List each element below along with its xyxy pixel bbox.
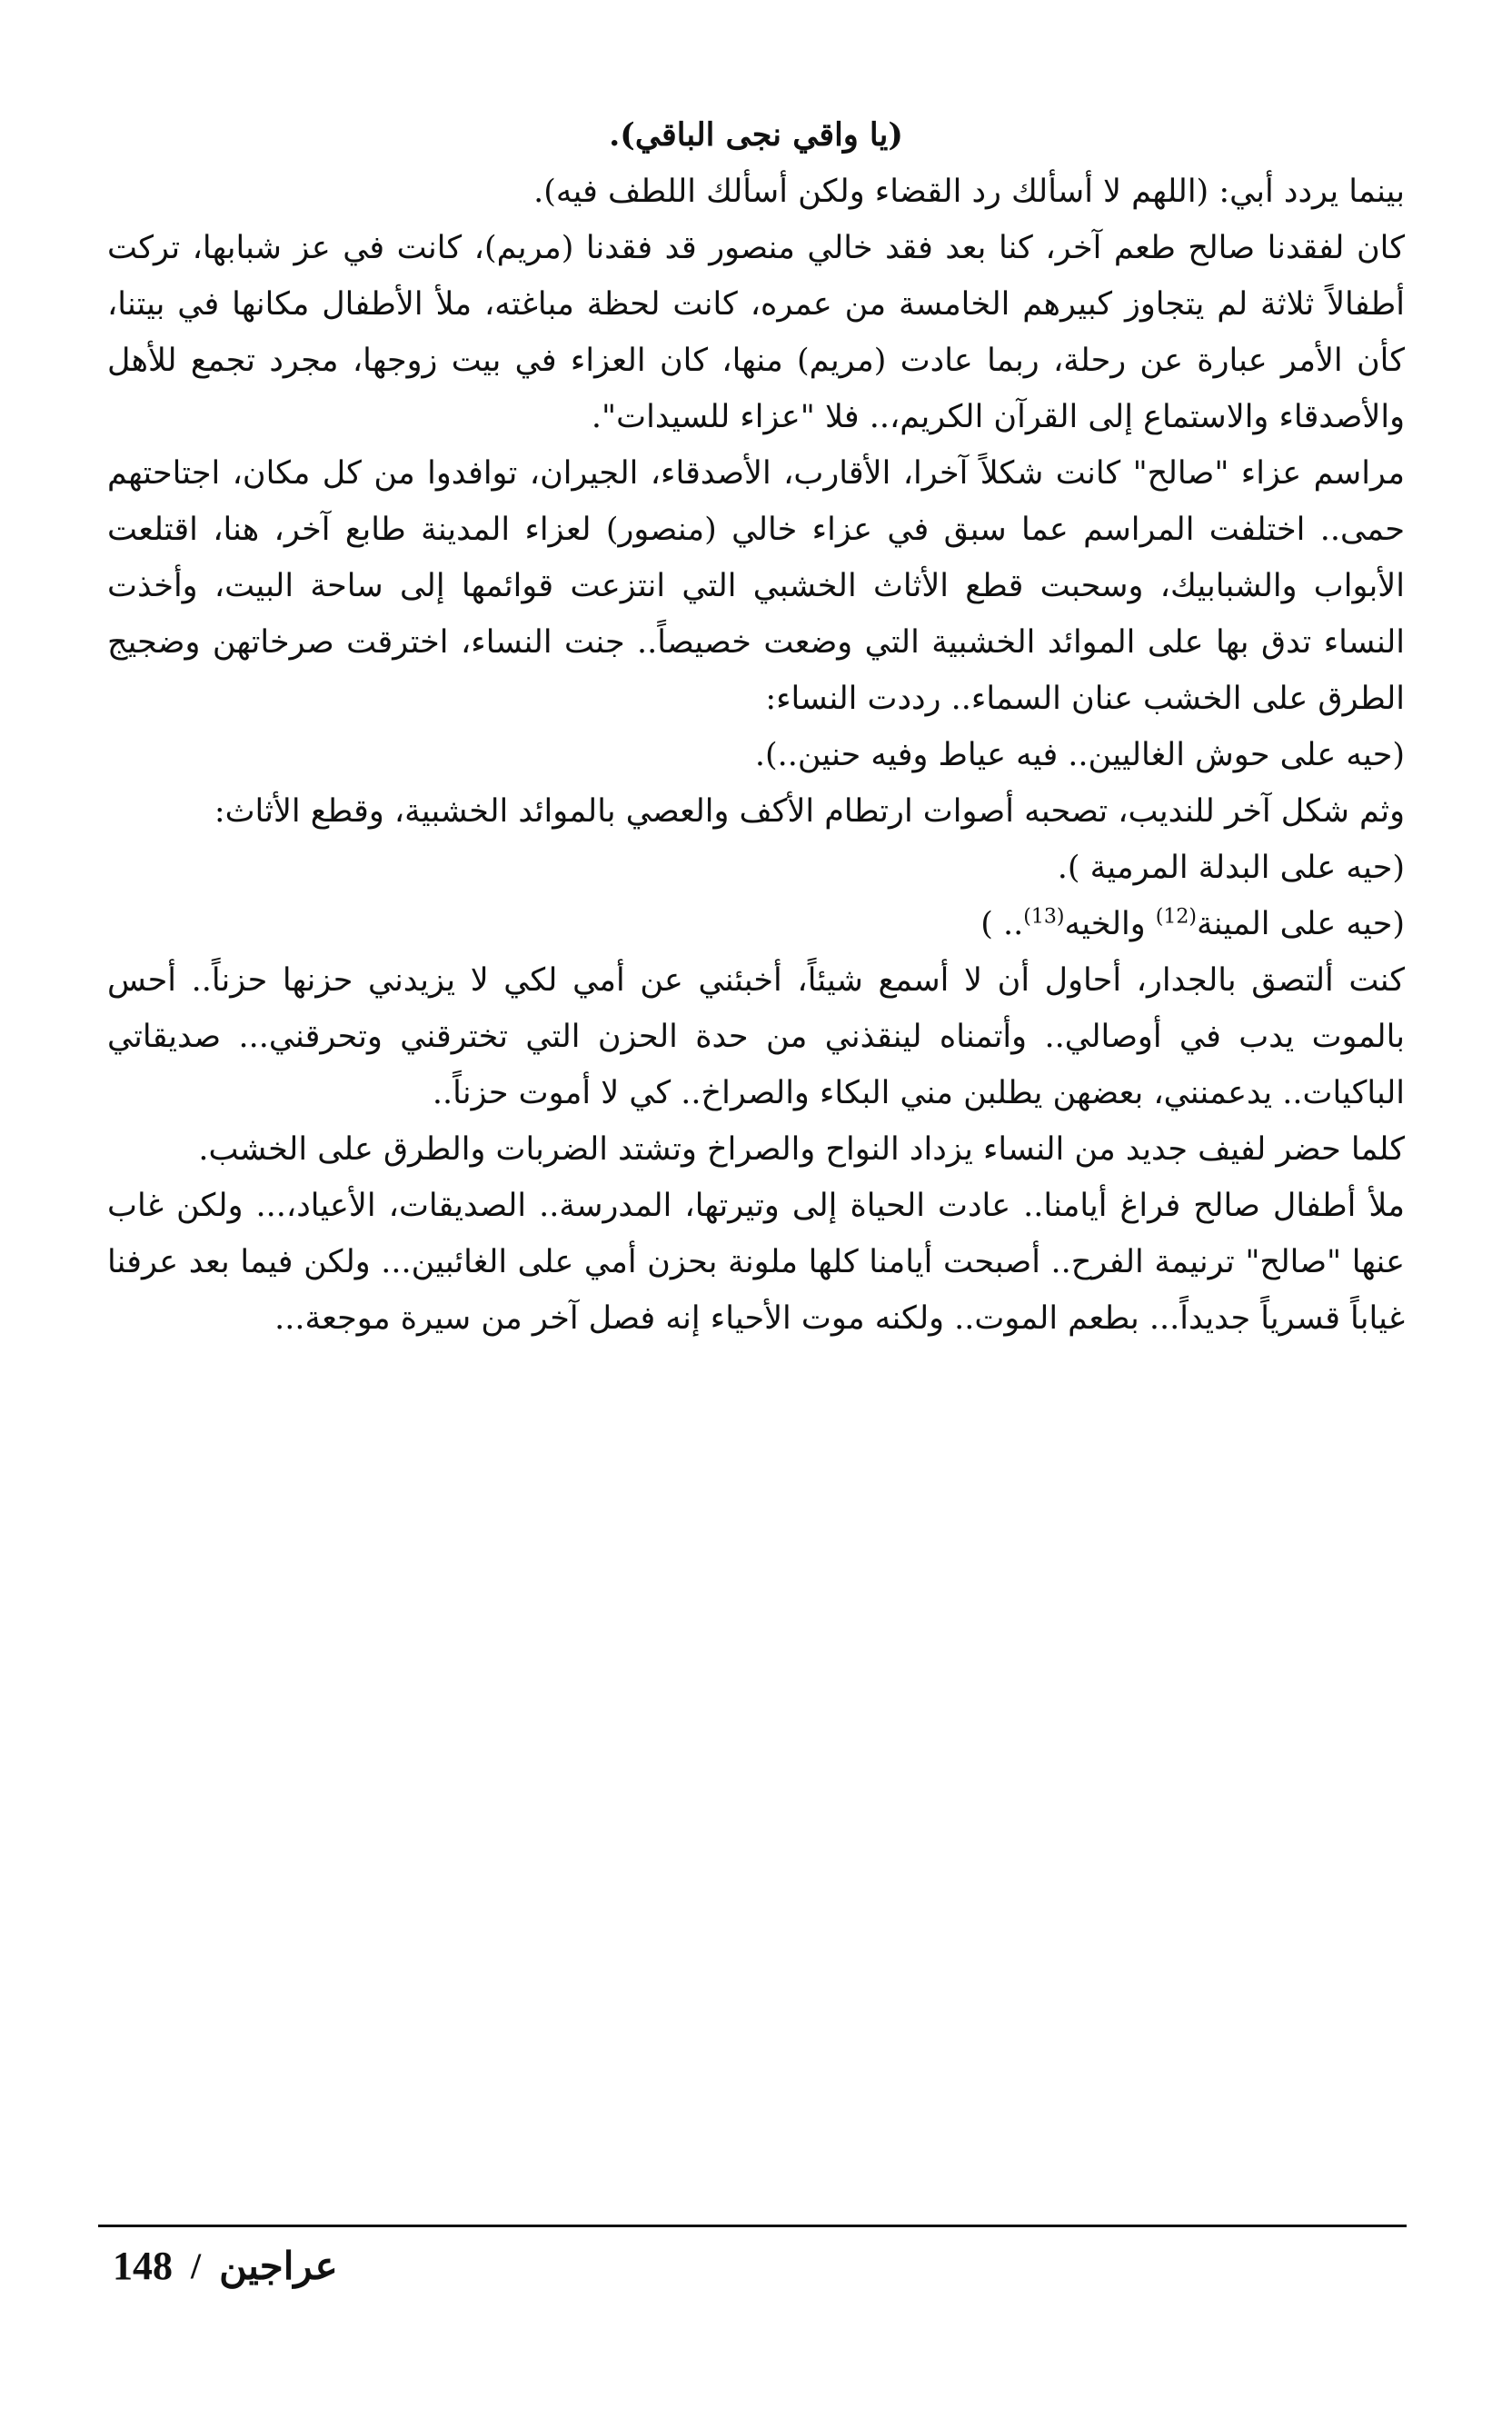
body-text bbox=[107, 107, 1405, 1347]
verse-1: (حيه على حوش الغاليين.. فيه عياط وفيه حنين..). bbox=[754, 737, 1405, 773]
verse-2: (حيه على البدلة المرمية ). bbox=[1057, 850, 1405, 886]
page-number: 148 bbox=[113, 2244, 173, 2288]
verse-3-part-2: والخيه bbox=[1064, 906, 1156, 942]
footnote-ref-13: (13) bbox=[1023, 905, 1065, 929]
footnote-ref-12: (12) bbox=[1155, 905, 1197, 929]
verse-3-part-3: .. ) bbox=[980, 906, 1024, 942]
paragraph-4: وثم شكل آخر للنديب، تصحبه أصوات ارتطام الأكف والعصي بالموائد الخشبية، وقطع الأثاث: bbox=[214, 793, 1405, 830]
verse-3 bbox=[107, 896, 1405, 952]
verse-3-part-1: (حيه على المينة bbox=[1196, 906, 1405, 942]
paragraph-7: ملأ أطفال صالح فراغ أيامنا.. عادت الحياة إلى وتيرتها، المدرسة.. الصديقات، الأعياد،... ولكن غاب عنها "صالح" ترنيمة الفرح.. أصبحت أيامنا كلها ملونة بحزن أمي على الغائبين... ولكن فيما بعد عرفنا غياباً قسرياً جديداً... بطعم الموت.. ولكنه موت الأحياء إنه فصل آخر من سيرة موجعة... bbox=[107, 1188, 1405, 1337]
opening-line: (يا واقي نجى الباقي). bbox=[609, 116, 903, 154]
page-footer bbox=[113, 2243, 338, 2289]
paragraph-6: كلما حضر لفيف جديد من النساء يزداد النواح والصراخ وتشتد الضربات والطرق على الخشب. bbox=[198, 1131, 1405, 1168]
paragraph-1: بينما يردد أبي: (اللهم لا أسألك رد القضاء ولكن أسألك اللطف فيه). bbox=[533, 174, 1405, 210]
publication-logo: عراجين bbox=[219, 2245, 338, 2288]
paragraph-2: كان لفقدنا صالح طعم آخر، كنا بعد فقد خالي منصور قد فقدنا (مريم)، كانت في عز شبابها، تركت أطفالاً ثلاثة لم يتجاوز كبيرهم الخامسة من عمره، كانت لحظة مباغته، ملأ الأطفال مكانها في بيتنا، كأن الأمر عبارة عن رحلة، ربما عادت (مريم) منها، كان العزاء في بيت زوجها، مجرد تجمع للأهل والأصدقاء والاستماع إلى القرآن الكريم،.. فلا "عزاء للسيدات". bbox=[107, 230, 1405, 435]
footer-separator: / bbox=[191, 2245, 202, 2286]
paragraph-5: كنت ألتصق بالجدار، أحاول أن لا أسمع شيئاً، أخبئني عن أمي لكي لا يزيدني حزنها حزناً.. أحس بالموت يدب في أوصالي.. وأتمناه لينقذني من حدة الحزن التي تخترقني وتحرقني... صديقاتي الباكيات.. يدعمنني، بعضهن يطلبن مني البكاء والصراخ.. كي لا أموت حزناً.. bbox=[107, 962, 1405, 1111]
paragraph-3: مراسم عزاء "صالح" كانت شكلاً آخرا، الأقارب، الأصدقاء، الجيران، توافدوا من كل مكان، اجتاحتهم حمى.. اختلفت المراسم عما سبق في عزاء خالي (منصور) لعزاء المدينة طابع آخر، هنا، اقتلعت الأبواب والشبابيك، وسحبت قطع الأثاث الخشبي التي انتزعت قوائمها إلى ساحة البيت، وأخذت النساء تدق بها على الموائد الخشبية التي وضعت خصيصاً.. جنت النساء، اخترقت صرخاتهن وضجيج الطرق على الخشب عنان السماء.. رددت النساء: bbox=[107, 455, 1405, 717]
footer-divider bbox=[98, 2225, 1407, 2227]
